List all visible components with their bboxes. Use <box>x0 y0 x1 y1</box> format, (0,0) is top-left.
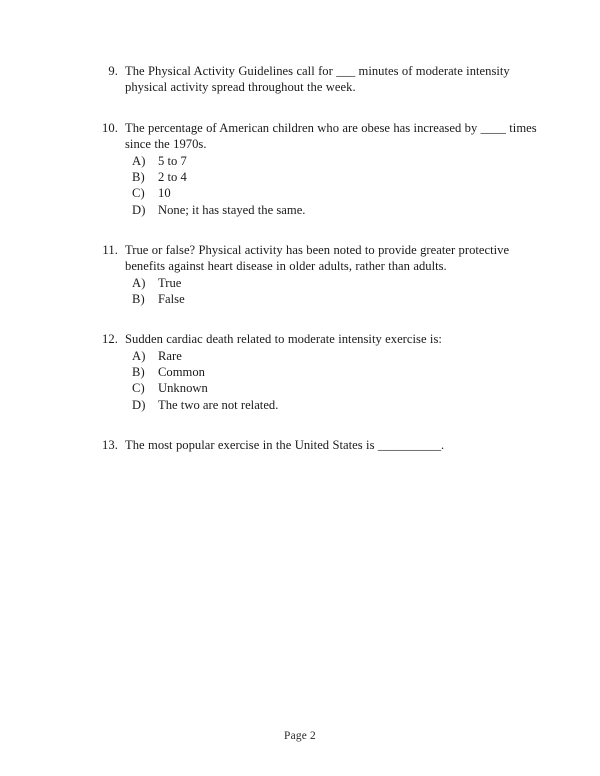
option-letter: B) <box>132 169 145 184</box>
option-text: The two are not related. <box>158 397 279 412</box>
option-text: True <box>158 275 182 290</box>
option-letter: D) <box>132 202 146 217</box>
answer-option[interactable] <box>132 380 539 396</box>
answer-option[interactable] <box>132 202 539 218</box>
option-text: Common <box>158 364 206 379</box>
question-number: 10. <box>101 120 118 135</box>
option-text: 10 <box>158 186 171 201</box>
question-text: Sudden cardiac death related to moderate intensity exercise is: <box>125 332 442 347</box>
question-list <box>99 63 539 453</box>
answer-option[interactable] <box>132 169 539 185</box>
answer-option[interactable] <box>132 364 539 380</box>
option-text: 5 to 7 <box>158 153 187 168</box>
option-letter: A) <box>132 275 146 290</box>
question-text: The percentage of American children who are obese has increased by ____ times since the 1970s. <box>125 120 537 152</box>
option-text: Unknown <box>158 381 208 396</box>
question-text: The Physical Activity Guidelines call for ___ minutes of moderate intensity physical activity spread throughout the week. <box>125 64 510 95</box>
question-line <box>99 437 539 453</box>
question-line <box>99 63 539 96</box>
question-number: 11. <box>102 242 118 257</box>
question-block <box>99 120 539 218</box>
answer-options <box>99 153 539 218</box>
question-number: 12. <box>101 332 118 347</box>
answer-option[interactable] <box>132 275 539 291</box>
option-letter: A) <box>132 348 146 363</box>
question-block <box>99 63 539 96</box>
page-footer: Page 2 <box>284 730 316 742</box>
question-number: 13. <box>101 437 118 452</box>
option-text: Rare <box>158 348 182 363</box>
option-text: False <box>158 291 185 306</box>
option-letter: C) <box>132 381 145 396</box>
option-text: None; it has stayed the same. <box>158 202 306 217</box>
question-line <box>99 120 539 153</box>
option-letter: B) <box>132 364 145 379</box>
question-text: True or false? Physical activity has been noted to provide greater protective benefits against heart disease in older adults, rather than adults. <box>125 242 510 274</box>
option-letter: B) <box>132 291 145 306</box>
question-block <box>99 437 539 453</box>
option-text: 2 to 4 <box>158 169 187 184</box>
answer-options <box>99 275 539 308</box>
option-letter: C) <box>132 186 145 201</box>
option-letter: D) <box>132 397 146 412</box>
answer-option[interactable] <box>132 397 539 413</box>
answer-option[interactable] <box>132 153 539 169</box>
answer-option[interactable] <box>132 185 539 201</box>
question-block <box>99 242 539 307</box>
answer-options <box>99 348 539 413</box>
question-number: 9. <box>108 64 118 78</box>
question-line <box>99 331 539 347</box>
option-letter: A) <box>132 153 146 168</box>
question-line <box>99 242 539 275</box>
question-text: The most popular exercise in the United States is __________. <box>125 437 445 452</box>
answer-option[interactable] <box>132 348 539 364</box>
answer-option[interactable] <box>132 291 539 307</box>
question-block <box>99 331 539 413</box>
